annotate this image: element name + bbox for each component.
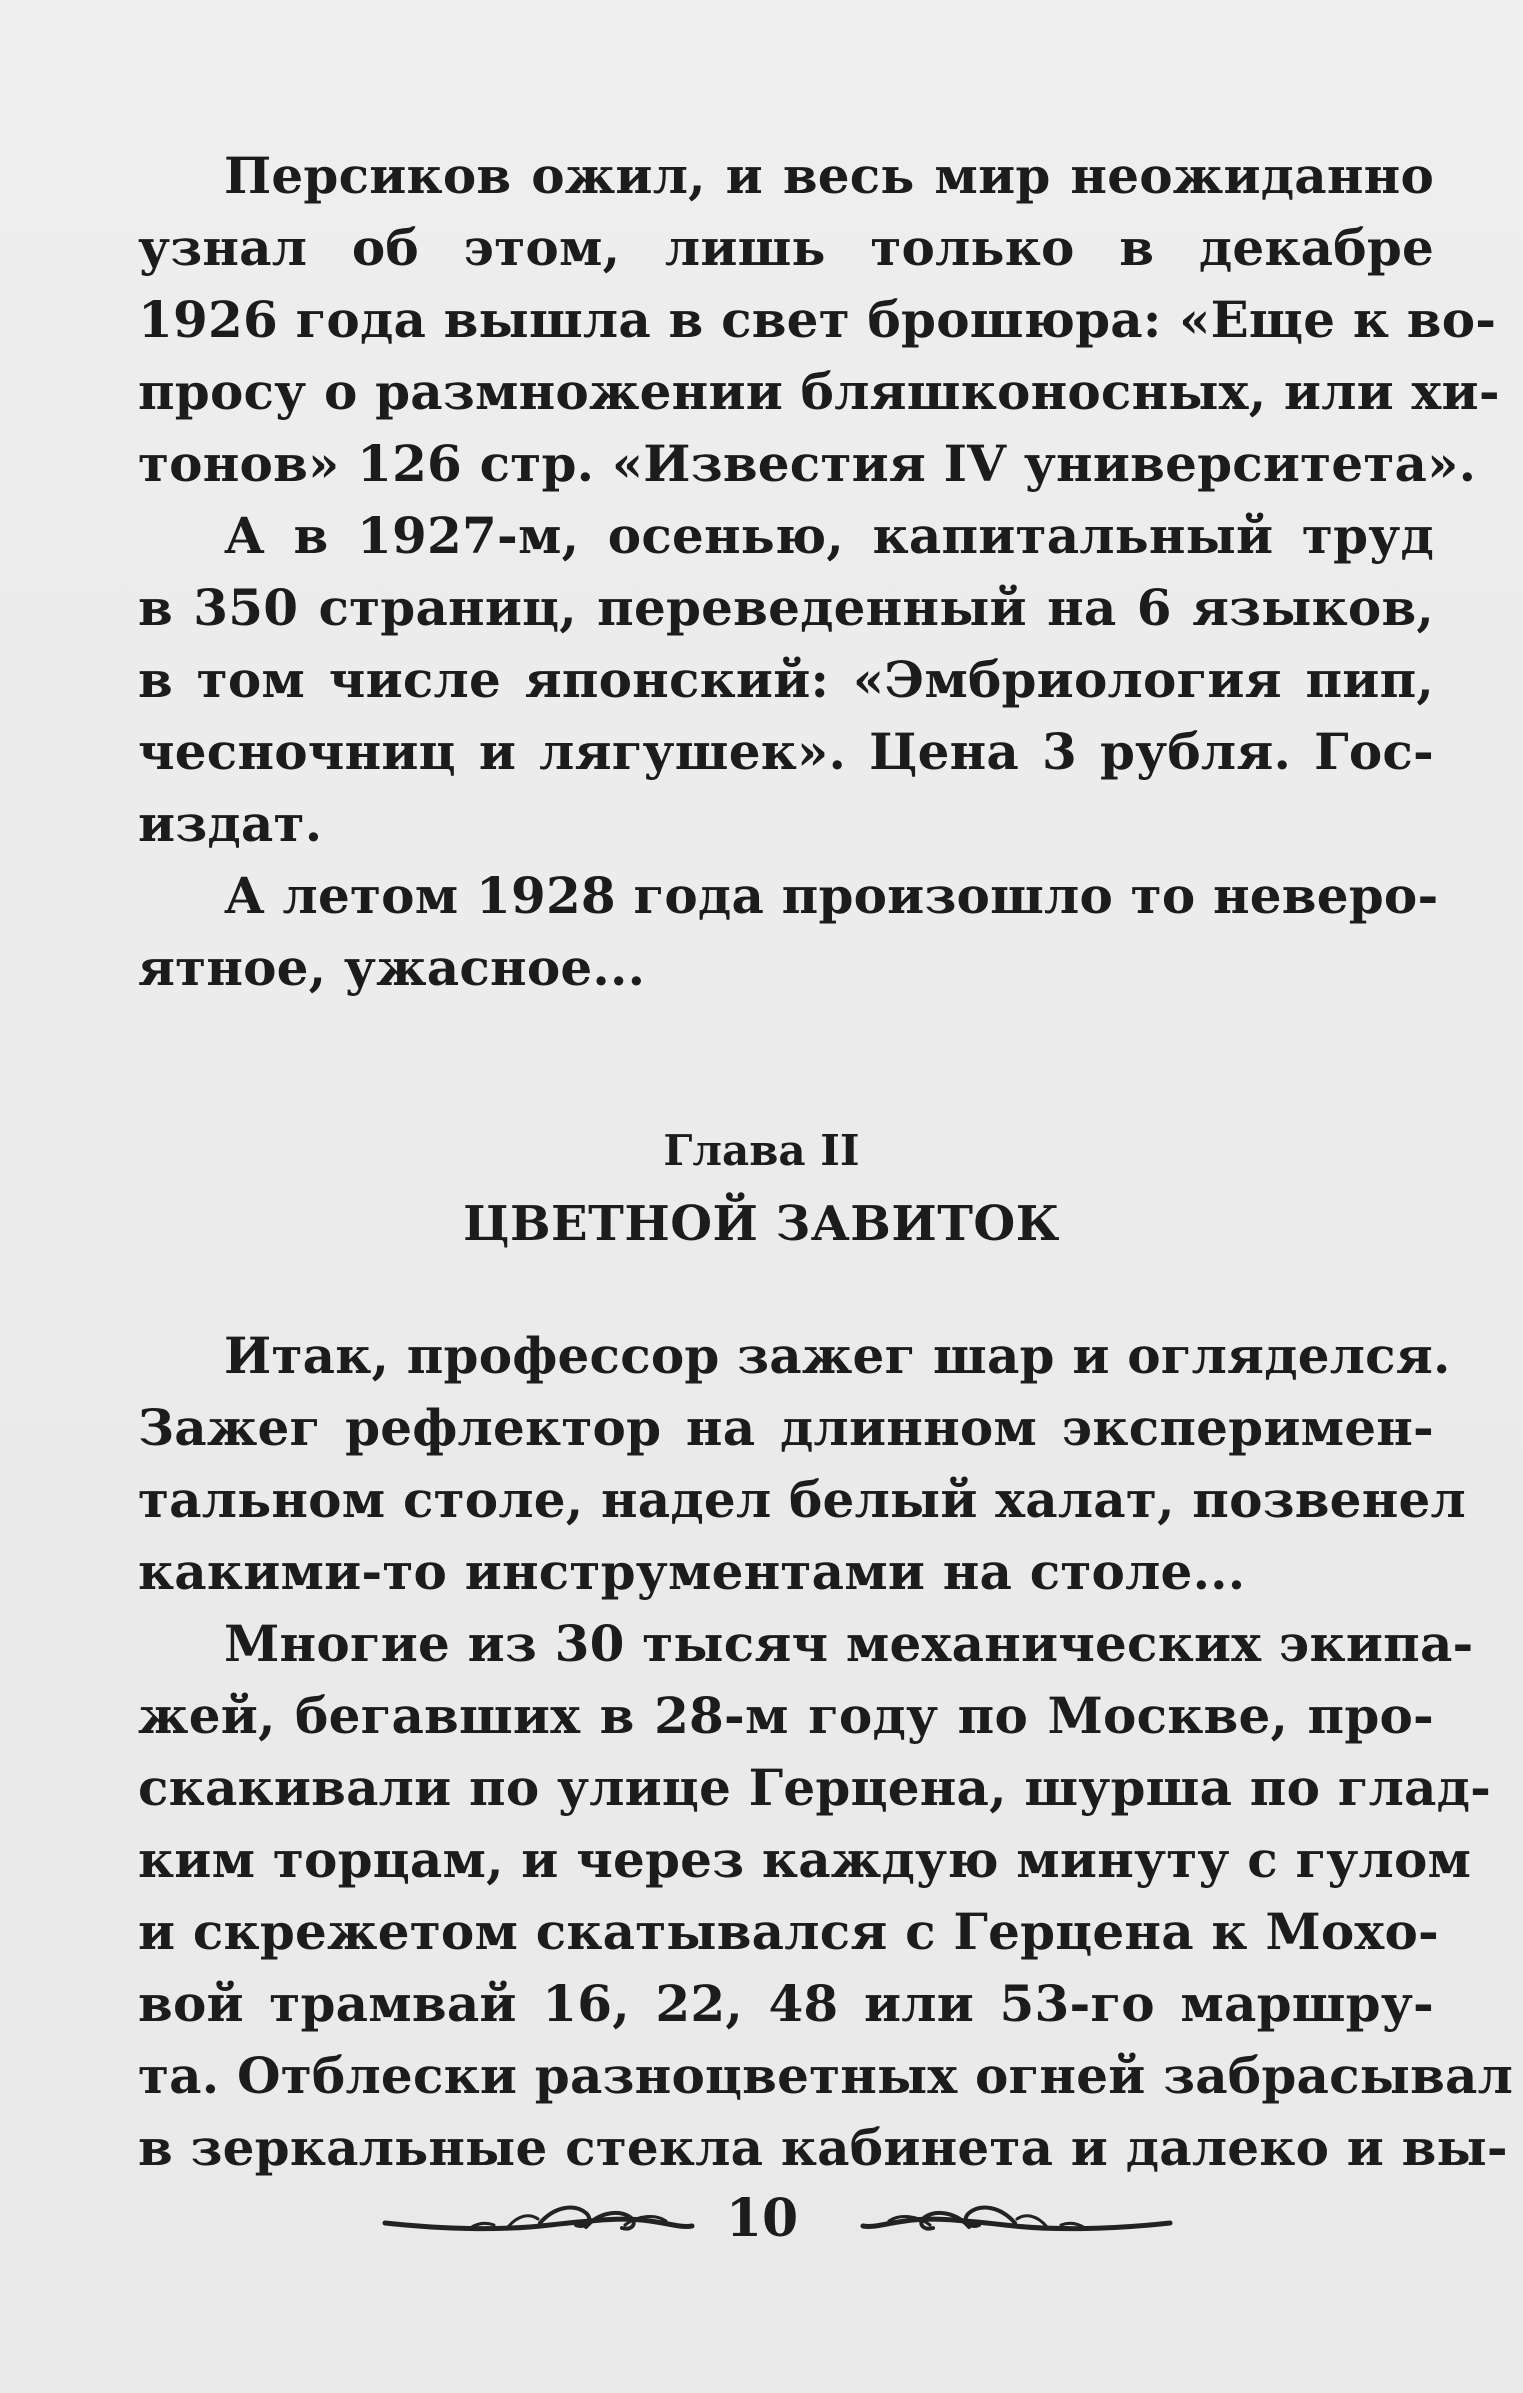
text-line: ким торцам, и через каждую минуту с гулом [138, 1830, 1472, 1889]
text-line: та. Отблески разноцветных огней забрасывал [138, 2046, 1514, 2105]
flourish-ornament-icon [380, 2195, 720, 2243]
flourish-ornament-icon [835, 2195, 1175, 2243]
chapter-label: Глава II [663, 1126, 860, 1175]
text-line: Многие из 30 тысяч механических экипа- [224, 1614, 1474, 1673]
text-line: Итак, профессор зажег шар и огляделся. [224, 1326, 1451, 1385]
text-line: скакивали по улице Герцена, шурша по глад- [138, 1758, 1492, 1817]
text-line: ятное, ужасное... [138, 938, 646, 997]
text-line: какими-то инструментами на столе... [138, 1542, 1246, 1601]
text-line: Персиков ожил, и весь мир неожиданно [224, 146, 1434, 205]
text-block-top [138, 140, 1500, 1004]
text-line: вой трамвай 16, 22, 48 или 53-го маршру- [138, 1974, 1434, 2033]
text-line: А в 1927-м, осенью, капитальный труд [224, 506, 1434, 565]
text-line: Зажег рефлектор на длинном эксперимен- [138, 1398, 1434, 1457]
text-line: просу о размножении бляшконосных, или хи- [138, 362, 1500, 421]
text-line: и скрежетом скатывался с Герцена к Мохо- [138, 1902, 1439, 1961]
text-line: А летом 1928 года произошло то неверо- [224, 866, 1439, 925]
page-number: 10 [725, 2188, 799, 2249]
text-line: в 350 страниц, переведенный на 6 языков, [138, 578, 1434, 637]
text-line: тальном столе, надел белый халат, позвенел [138, 1470, 1466, 1529]
text-line: жей, бегавших в 28-м году по Москве, про- [138, 1686, 1434, 1745]
text-line: 1926 года вышла в свет брошюра: «Еще к во- [138, 290, 1497, 349]
text-line: чесночниц и лягушек». Цена 3 рубля. Гос- [138, 722, 1434, 781]
text-line: в зеркальные стекла кабинета и далеко и вы- [138, 2118, 1508, 2177]
text-line: узнал об этом, лишь только в декабре [138, 218, 1434, 277]
text-line: издат. [138, 794, 323, 853]
text-block-bottom [138, 1320, 1514, 2184]
text-line: тонов» 126 стр. «Известия IV университета». [138, 434, 1477, 493]
chapter-title: ЦВЕТНОЙ ЗАВИТОК [463, 1196, 1060, 1252]
page-footer [0, 2183, 1523, 2255]
text-line: в том числе японский: «Эмбриология пип, [138, 650, 1434, 709]
